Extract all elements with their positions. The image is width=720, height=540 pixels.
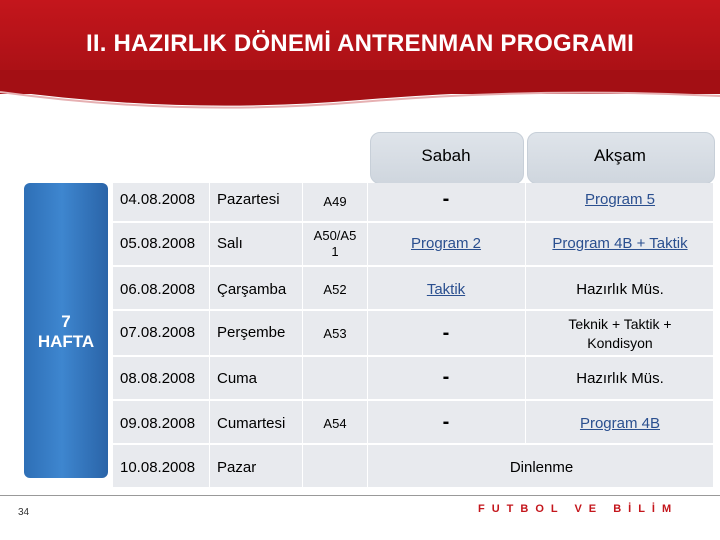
column-divider [367,183,368,487]
row-morning: - [442,366,450,388]
row-day: Perşembe [217,324,286,341]
row-date: 09.08.2008 [120,415,196,432]
row-date: 06.08.2008 [120,281,196,298]
row-date: 08.08.2008 [120,370,196,387]
row-code: A52 [323,282,347,297]
row-code: A54 [323,416,347,431]
row-date: 10.08.2008 [120,459,196,476]
row-evening: Hazırlık Müs. [576,370,664,387]
row-evening-link[interactable]: Program 4B + Taktik [552,235,688,252]
row-date: 07.08.2008 [120,324,196,341]
row-code: A50/A5 1 [313,228,357,259]
row-day: Pazartesi [217,191,280,208]
column-divider [525,183,526,443]
week-label [24,312,108,352]
row-day: Pazar [217,459,257,476]
column-divider [209,183,210,487]
row-evening: Hazırlık Müs. [576,281,664,298]
row-code: A53 [323,326,347,341]
row-date: 05.08.2008 [120,235,196,252]
row-morning: - [442,188,450,210]
row-evening-link[interactable]: Program 5 [584,191,656,208]
row-code: A49 [323,194,347,209]
column-header-morning: Sabah [421,146,471,165]
row-day: Salı [217,235,243,252]
row-evening: Teknik + Taktik + Kondisyon [568,316,672,351]
page-title: II. HAZIRLIK DÖNEMİ ANTRENMAN PROGRAMI [85,30,635,57]
row-date: 04.08.2008 [120,191,196,208]
row-morning-link[interactable]: Program 2 [410,235,482,252]
footer-brand: FUTBOL VE BİLİM [478,503,679,515]
page-number: 34 [18,507,30,518]
column-header-evening: Akşam [594,146,646,165]
row-morning: - [442,411,450,433]
footer-divider [0,495,720,496]
row-rest-day: Dinlenme [509,459,574,476]
week-number: 7 [61,312,71,331]
row-evening-link[interactable]: Program 4B [579,415,661,432]
week-word: HAFTA [37,332,95,351]
header-wave-decoration [0,70,720,130]
row-day: Cumartesi [217,415,286,432]
row-day: Cuma [217,370,258,387]
row-morning-link[interactable]: Taktik [426,281,466,298]
row-morning: - [442,322,450,344]
row-day: Çarşamba [217,281,287,298]
